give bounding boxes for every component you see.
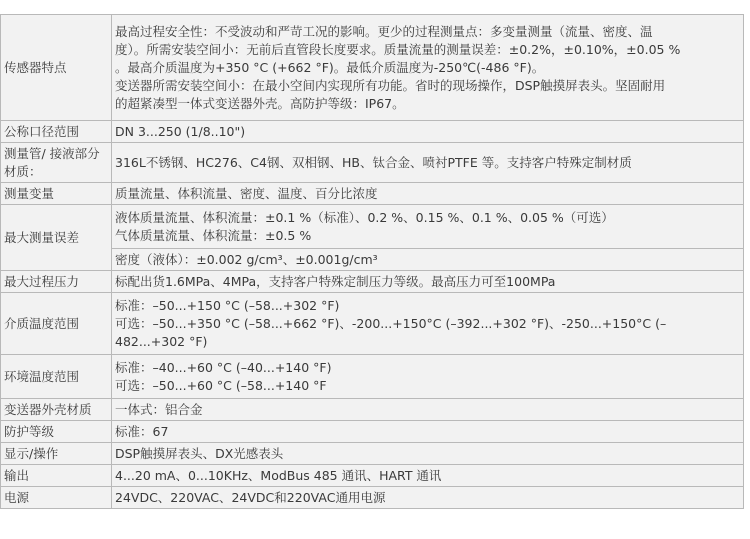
row-label-medium-temp: 介质温度范围 — [1, 293, 112, 355]
sensor-line-5: 的超紧凑型一体式变送器外壳。高防护等级：IP67。 — [115, 95, 405, 111]
table-row — [1, 487, 744, 509]
table-row — [1, 443, 744, 465]
row-value-dn: DN 3...250 (1/8..10") — [112, 121, 744, 143]
row-label-material — [1, 143, 112, 183]
table-row — [1, 399, 744, 421]
row-label-dn: 公称口径范围 — [1, 121, 112, 143]
ambient-temp-line-1: 标准：–40...+60 °C (–40...+140 °F) — [115, 359, 332, 375]
row-label-display: 显示/操作 — [1, 443, 112, 465]
row-label-error: 最大测量误差 — [1, 205, 112, 271]
table-row — [1, 15, 744, 121]
row-value-housing: 一体式：铝合金 — [112, 399, 744, 421]
table-row — [1, 293, 744, 355]
medium-temp-line-2: 可选：–50...+350 °C (–58...+662 °F)、-200...+150°C (–392...+302 °F)、-250...+150°C (– — [115, 315, 667, 331]
table-row — [1, 143, 744, 183]
row-value-power: 24VDC、220VAC、24VDC和220VAC通用电源 — [112, 487, 744, 509]
material-label-line-1: 测量管/ 接液部分 — [4, 145, 100, 161]
table-row — [1, 121, 744, 143]
row-value-error-flow — [112, 205, 744, 249]
row-value-protection: 标准：67 — [112, 421, 744, 443]
row-label-protection: 防护等级 — [1, 421, 112, 443]
row-value-ambient-temp — [112, 355, 744, 399]
table-row — [1, 271, 744, 293]
row-value-variables: 质量流量、体积流量、密度、温度、百分比浓度 — [112, 183, 744, 205]
row-value-medium-temp — [112, 293, 744, 355]
sensor-line-2: 度）。所需安装空间小：无前后直管段长度要求。质量流量的测量误差：±0.2%，±0.10%，±0.05 % — [115, 41, 681, 57]
row-label-power: 电源 — [1, 487, 112, 509]
row-label-pressure: 最大过程压力 — [1, 271, 112, 293]
table-row — [1, 465, 744, 487]
error-line-2: 气体质量流量、体积流量：±0.5 % — [115, 227, 312, 243]
table-row — [1, 355, 744, 399]
ambient-temp-line-2: 可选：–50...+60 °C (–58...+140 °F — [115, 377, 327, 393]
row-value-sensor — [112, 15, 744, 121]
row-value-pressure: 标配出货1.6MPa、4MPa，支持客户特殊定制压力等级。最高压力可至100MPa — [112, 271, 744, 293]
table-row — [1, 421, 744, 443]
sensor-line-4: 变送器所需安装空间小：在最小空间内实现所有功能。省时的现场操作，DSP触摸屏表头。坚固耐用 — [115, 77, 666, 93]
row-label-housing: 变送器外壳材质 — [1, 399, 112, 421]
row-value-error-density: 密度（液体）：±0.002 g/cm³、±0.001g/cm³ — [112, 249, 744, 271]
sensor-line-1: 最高过程安全性：不受波动和严苛工况的影响。更少的过程测量点：多变量测量（流量、密度、温 — [115, 23, 653, 39]
row-label-sensor: 传感器特点 — [1, 15, 112, 121]
medium-temp-line-3: 482...+302 °F) — [115, 333, 208, 349]
table-row — [1, 183, 744, 205]
medium-temp-line-1: 标准：–50...+150 °C (–58...+302 °F) — [115, 297, 340, 313]
row-label-ambient-temp: 环境温度范围 — [1, 355, 112, 399]
row-value-material: 316L不锈钢、HC276、C4钢、双相钢、HB、钛合金、喷衬PTFE 等。支持客户特殊定制材质 — [112, 143, 744, 183]
row-label-output: 输出 — [1, 465, 112, 487]
row-value-display: DSP触摸屏表头、DX光感表头 — [112, 443, 744, 465]
table-row — [1, 249, 744, 271]
spec-table-container — [0, 14, 744, 509]
table-row — [1, 205, 744, 249]
row-label-variables: 测量变量 — [1, 183, 112, 205]
sensor-line-3: 。最高介质温度为+350 °C (+662 °F)。最低介质温度为-250℃(-486 °F)。 — [115, 59, 545, 75]
spec-table — [0, 14, 744, 509]
material-label-line-2: 材质： — [4, 163, 42, 179]
error-line-1: 液体质量流量、体积流量：±0.1 %（标准）、0.2 %、0.15 %、0.1 %、0.05 %（可选） — [115, 209, 614, 225]
row-value-output: 4...20 mA、0...10KHz、ModBus 485 通讯、HART 通讯 — [112, 465, 744, 487]
